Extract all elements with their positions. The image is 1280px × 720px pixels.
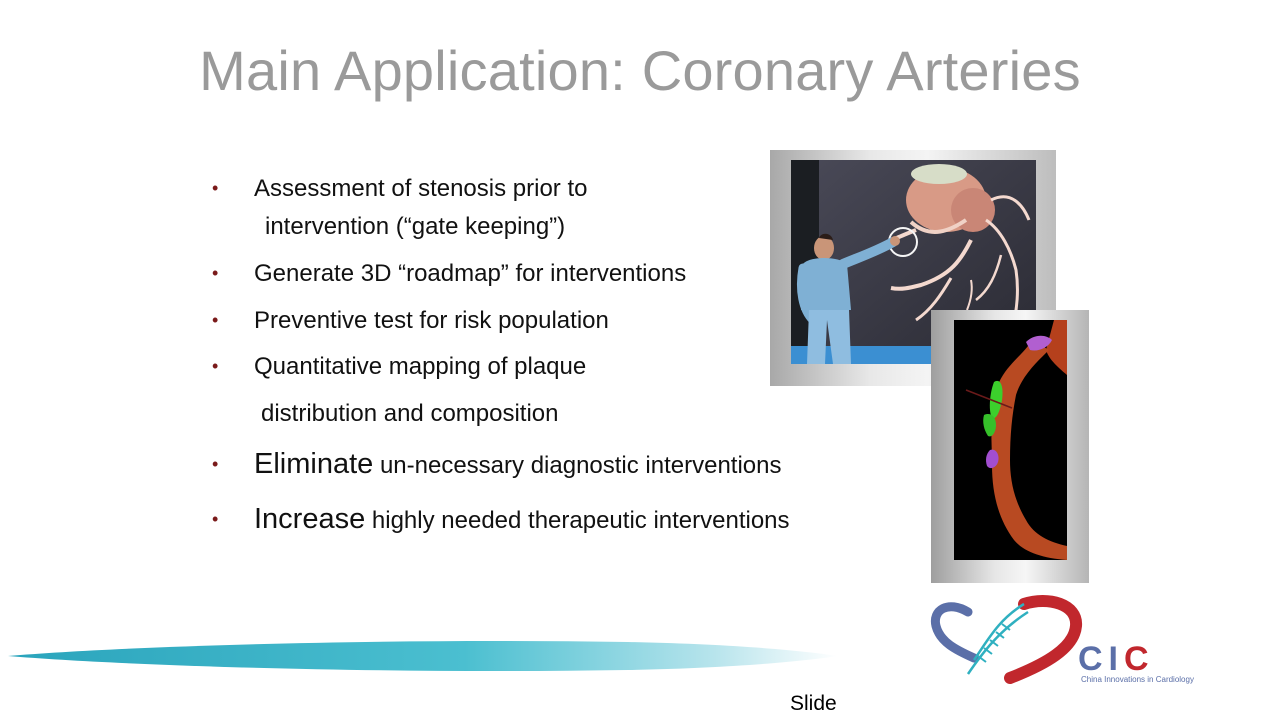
bullet-text-continued: distribution and composition	[261, 400, 559, 427]
bullet-marker: •	[212, 509, 219, 529]
bullet-rest: un-necessary diagnostic interventions	[373, 452, 782, 479]
bullet-rest: highly needed therapeutic interventions	[365, 507, 790, 534]
bullet-text-continued: intervention (“gate keeping”)	[265, 213, 566, 240]
vessel-plaque-illustration	[954, 320, 1067, 560]
slide-title: Main Application: Coronary Arteries	[199, 39, 1081, 102]
bullet-text: Quantitative mapping of plaque	[254, 353, 587, 380]
bullet-emphasis: Increase	[254, 503, 366, 535]
vessel-plaque-image	[954, 320, 1067, 560]
bullet-marker: •	[212, 263, 219, 283]
bullet-text: Assessment of stenosis prior to	[254, 175, 588, 202]
bullet-text: Generate 3D “roadmap” for interventions	[254, 260, 687, 287]
bullet-text	[254, 444, 782, 485]
cic-logo-part2: C	[1124, 640, 1155, 678]
bullet-marker: •	[212, 454, 219, 474]
bullet-text: Preventive test for risk population	[254, 307, 609, 334]
cic-logo-wordmark	[1078, 640, 1155, 679]
cic-logo-part1: CI	[1078, 640, 1124, 678]
bullet-marker: •	[212, 310, 219, 330]
slide-footer-label: Slide	[790, 692, 837, 715]
bullet-text	[254, 499, 790, 540]
bullet-marker: •	[212, 356, 219, 376]
decorative-swoosh	[8, 636, 838, 676]
bullet-marker: •	[212, 178, 219, 198]
cic-logo-subtitle: China Innovations in Cardiology	[1081, 675, 1194, 684]
bullet-emphasis: Eliminate	[254, 448, 374, 480]
